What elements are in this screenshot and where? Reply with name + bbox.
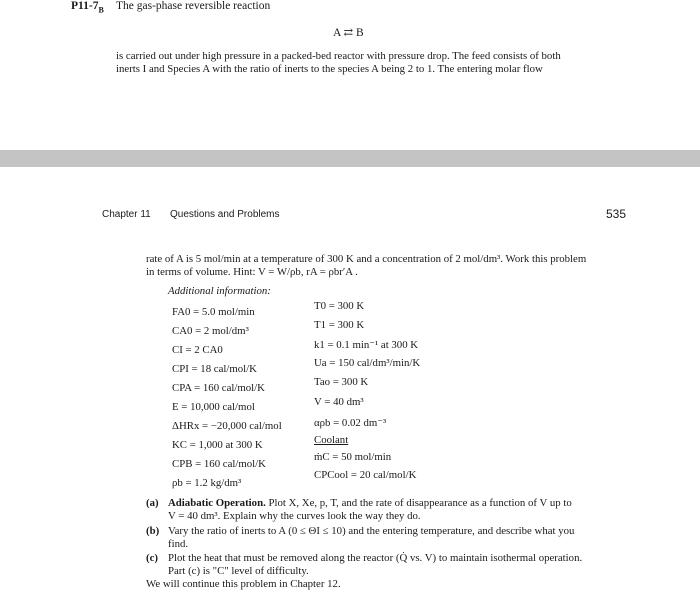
coolant-heading: Coolant <box>314 434 349 446</box>
param-left: E = 10,000 cal/mol <box>172 401 255 413</box>
chapter-title: Questions and Problems <box>170 209 280 220</box>
part-line: Plot the heat that must be removed along the reactor (Q̇ vs. V) to maintain isothermal operation. <box>168 552 583 564</box>
part-label: (a) <box>146 497 159 509</box>
param-right: Tao = 300 K <box>314 376 369 388</box>
param-left: CPB = 160 cal/mol/K <box>172 458 266 470</box>
problem-number: P11-7 <box>71 0 99 12</box>
problem-label <box>71 0 104 14</box>
part-label: (c) <box>146 552 158 564</box>
param-left: KC = 1,000 at 300 K <box>172 439 263 451</box>
reaction-equation: A ⇄ B <box>333 27 364 39</box>
param-right: CPCool = 20 cal/mol/K <box>314 469 417 481</box>
param-left: CA0 = 2 mol/dm³ <box>172 325 249 337</box>
param-right: Ua = 150 cal/dm³/min/K <box>314 357 421 369</box>
part-text <box>168 497 572 509</box>
paragraph-line: inerts I and Species A with the ratio of inerts to the species A being 2 to 1. The entering molar flow <box>116 63 543 75</box>
param-left: ρb = 1.2 kg/dm³ <box>172 477 242 489</box>
param-left: CPA = 160 cal/mol/K <box>172 382 265 394</box>
previous-page-fragment <box>0 0 700 150</box>
part-line: Plot X, Xe, p, T, and the rate of disappearance as a function of V up to <box>268 497 572 509</box>
problem-intro: The gas-phase reversible reaction <box>116 0 271 12</box>
part-label: (b) <box>146 525 160 537</box>
closing-note: We will continue this problem in Chapter 12. <box>146 578 341 590</box>
param-right: T1 = 300 K <box>314 319 365 331</box>
param-left: FA0 = 5.0 mol/min <box>172 306 255 318</box>
chapter-label: Chapter 11 <box>102 209 151 220</box>
additional-info-heading: Additional information: <box>168 285 271 297</box>
param-right: k1 = 0.1 min⁻¹ at 300 K <box>314 339 419 351</box>
part-line: Vary the ratio of inerts to A (0 ≤ ΘI ≤ 10) and the entering temperature, and describe what you <box>168 525 575 537</box>
paragraph-line: is carried out under high pressure in a packed-bed reactor with pressure drop. The feed consists of both <box>116 50 561 62</box>
part-line: find. <box>168 538 189 550</box>
page-break-divider <box>0 150 700 167</box>
param-right: ṁC = 50 mol/min <box>314 451 392 463</box>
param-left: CI = 2 CA0 <box>172 344 223 356</box>
part-title: Adiabatic Operation. <box>168 497 266 509</box>
page-number: 535 <box>606 207 627 221</box>
part-line: Part (c) is "C" level of difficulty. <box>168 565 309 577</box>
problem-level: B <box>98 5 104 15</box>
part-line: V = 40 dm³. Explain why the curves look the way they do. <box>168 510 421 522</box>
param-right: V = 40 dm³ <box>314 396 364 408</box>
param-left: CPI = 18 cal/mol/K <box>172 363 257 375</box>
param-right: αρb = 0.02 dm⁻³ <box>314 417 387 429</box>
param-left: ΔHRx = −20,000 cal/mol <box>172 420 282 432</box>
paragraph-line: rate of A is 5 mol/min at a temperature of 300 K and a concentration of 2 mol/dm³. Work this problem <box>146 253 587 265</box>
param-right: T0 = 300 K <box>314 300 365 312</box>
paragraph-line: in terms of volume. Hint: V = W/ρb, rA = ρbr′A . <box>146 266 358 278</box>
